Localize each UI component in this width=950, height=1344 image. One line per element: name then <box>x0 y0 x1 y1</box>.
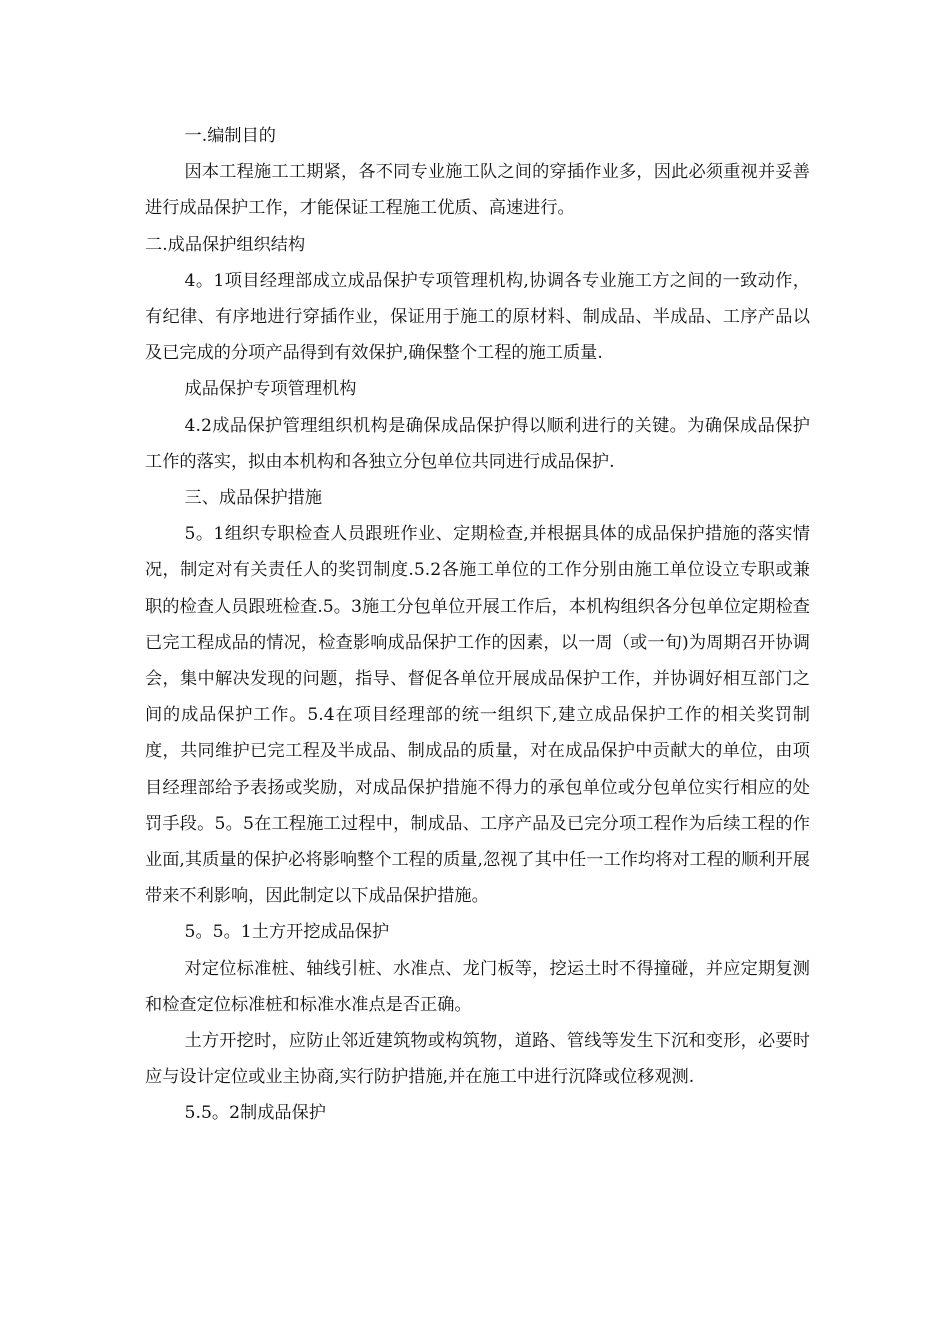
paragraph-management-body: 成品保护专项管理机构 <box>184 379 357 400</box>
paragraph-purpose-body: 因本工程施工工期紧，各不同专业施工队之间的穿插作业多，因此必须重视并妥善进行成品保护工作，才能保证工程施工优质、高速进行。 <box>145 162 810 219</box>
document-page <box>145 118 810 1132</box>
heading-organization: 二.成品保护组织结构 <box>145 234 306 255</box>
paragraph-5-1: 5。1组织专职检查人员跟班作业、定期检查,并根据具体的成品保护措施的落实情况，制定对有关责任人的奖罚制度.5.2各施工单位的工作分别由施工单位设立专职或兼职的检查人员跟班检查.5。3施工分包单位开展工作后，本机构组织各分包单位定期检查已完工程成品的情况，检查影响成品保护工作的因素，以一周（或一旬)为周期召开协调会，集中解决发现的问题，指导、督促各单位开展成品保护工作，并协调好相互部门之间的成品保护工作。5.4在项目经理部的统一组织下,建立成品保护工作的相关奖罚制度，共同维护已完工程及半成品、制成品的质量，对在成品保护中贡献大的单位，由项目经理部给予表扬或奖励，对成品保护措施不得力的承包单位或分包单位实行相应的处罚手段。5。5在工程施工过程中，制成品、工序产品及已完分项工程作为后续工程的作业面,其质量的保护必将影响整个工程的质量,忽视了其中任一工作均将对工程的顺利开展带来不利影响，因此制定以下成品保护措施。 <box>145 524 810 907</box>
paragraph-benchmark: 对定位标准桩、轴线引桩、水准点、龙门板等，挖运土时不得撞碰，并应定期复测和检查定位标准桩和标准水准点是否正确。 <box>145 958 810 1015</box>
heading-purpose: 一.编制目的 <box>184 126 276 146</box>
paragraph-4-2: 4.2成品保护管理组织机构是确保成品保护得以顺利进行的关键。为确保成品保护工作的落实，拟由本机构和各独立分包单位共同进行成品保护. <box>145 415 810 472</box>
heading-5-5-1: 5。5。1土方开挖成品保护 <box>184 922 390 943</box>
heading-5-5-2: 5.5。2制成品保护 <box>184 1103 326 1124</box>
paragraph-4-1: 4。1项目经理部成立成品保护专项管理机构,协调各专业施工方之间的一致动作，有纪律、有序地进行穿插作业，保证用于施工的原材料、制成品、半成品、工序产品以及已完成的分项产品得到有效保护,确保整个工程的施工质量. <box>145 270 810 364</box>
paragraph-excavation: 土方开挖时，应防止邻近建筑物或构筑物，道路、管线等发生下沉和变形，必要时应与设计定位或业主协商,实行防护措施,并在施工中进行沉降或位移观测. <box>145 1031 810 1088</box>
heading-measures: 三、成品保护措施 <box>184 488 323 509</box>
